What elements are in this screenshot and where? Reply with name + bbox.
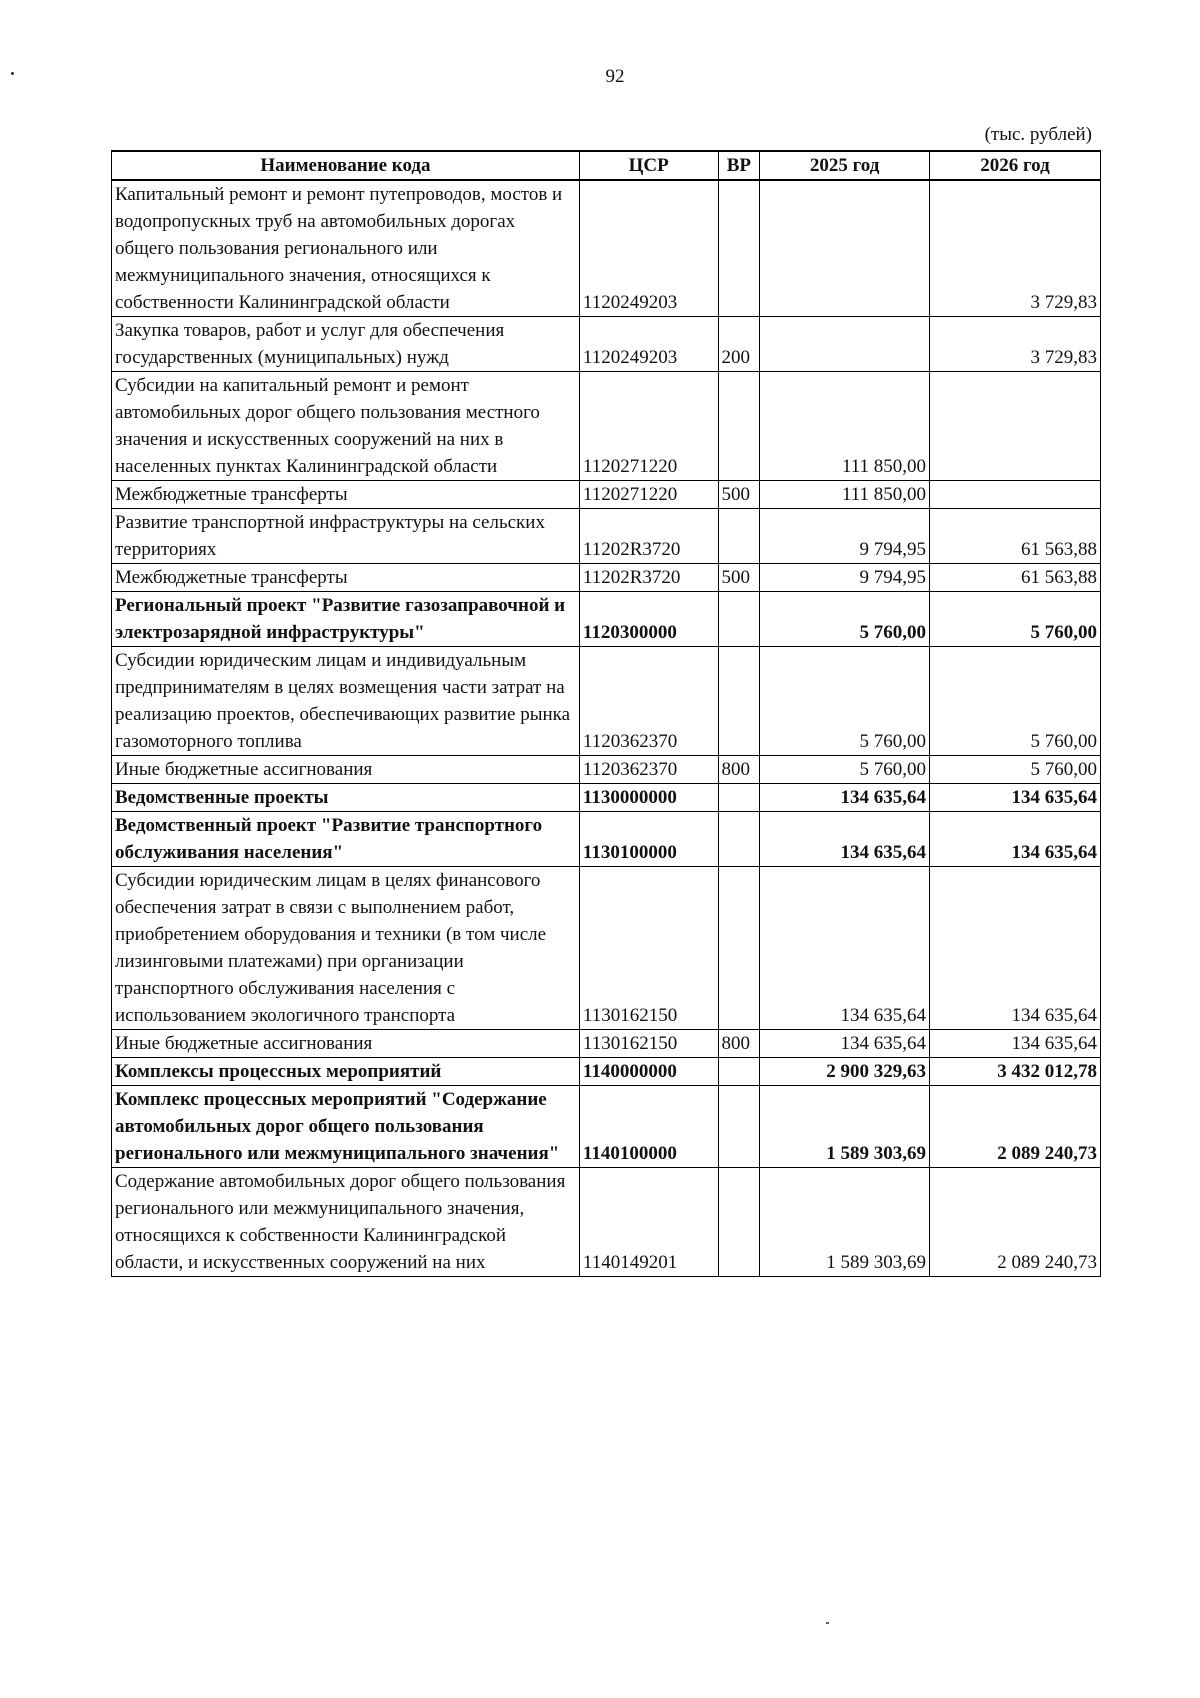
table-row — [112, 756, 1101, 784]
row-csr: 11202R3720 — [579, 509, 718, 564]
row-name: Субсидии юридическим лицам и индивидуальным предпринимателям в целях возмещения части затрат на реализацию проектов, обеспечивающих развитие рынка газомоторного топлива — [112, 647, 580, 756]
row-vr: 800 — [718, 756, 760, 784]
row-name: Региональный проект "Развитие газозаправочной и электрозарядной инфраструктуры" — [112, 592, 580, 647]
row-2026: 3 729,83 — [930, 317, 1101, 372]
table-row — [112, 481, 1101, 509]
row-vr — [718, 784, 760, 812]
row-csr: 1140000000 — [579, 1058, 718, 1086]
row-csr: 1120362370 — [579, 756, 718, 784]
scan-speck — [826, 1622, 829, 1624]
row-2025: 5 760,00 — [760, 592, 930, 647]
row-2025: 1 589 303,69 — [760, 1168, 930, 1277]
row-vr — [718, 1086, 760, 1168]
row-2026: 5 760,00 — [930, 592, 1101, 647]
row-2025: 5 760,00 — [760, 647, 930, 756]
row-csr: 1130162150 — [579, 867, 718, 1030]
table-row — [112, 1030, 1101, 1058]
row-csr: 1120249203 — [579, 317, 718, 372]
row-name: Субсидии юридическим лицам в целях финансового обеспечения затрат в связи с выполнением работ, приобретением оборудования и техники (в том числе лизинговыми платежами) при организации транспортного обслуживания населения с использованием экологичного транспорта — [112, 867, 580, 1030]
row-csr: 1140100000 — [579, 1086, 718, 1168]
row-csr: 1120271220 — [579, 372, 718, 481]
row-2026: 2 089 240,73 — [930, 1168, 1101, 1277]
row-2025: 134 635,64 — [760, 784, 930, 812]
row-vr: 200 — [718, 317, 760, 372]
row-2026: 5 760,00 — [930, 756, 1101, 784]
page-number: 92 — [605, 66, 625, 87]
row-name: Содержание автомобильных дорог общего пользования регионального или межмуниципального значения, относящихся к собственности Калининградской области, и искусственных сооружений на них — [112, 1168, 580, 1277]
table-row — [112, 564, 1101, 592]
row-name: Комплекс процессных мероприятий "Содержание автомобильных дорог общего пользования регионального или межмуниципального значения" — [112, 1086, 580, 1168]
header-csr: ЦСР — [579, 151, 718, 180]
row-name: Субсидии на капитальный ремонт и ремонт автомобильных дорог общего пользования местного значения и искусственных сооружений на них в населенных пунктах Калининградской области — [112, 372, 580, 481]
row-2025: 9 794,95 — [760, 564, 930, 592]
table-row — [112, 180, 1101, 317]
row-2025: 134 635,64 — [760, 1030, 930, 1058]
table-row — [112, 372, 1101, 481]
row-2026: 134 635,64 — [930, 1030, 1101, 1058]
header-name: Наименование кода — [112, 151, 580, 180]
header-2026: 2026 год — [930, 151, 1101, 180]
row-2026: 3 729,83 — [930, 180, 1101, 317]
row-2026: 5 760,00 — [930, 647, 1101, 756]
row-csr: 1120362370 — [579, 647, 718, 756]
row-vr: 800 — [718, 1030, 760, 1058]
units-label: (тыс. рублей) — [984, 124, 1092, 145]
row-csr: 1130000000 — [579, 784, 718, 812]
table-row — [112, 1168, 1101, 1277]
row-vr — [718, 1058, 760, 1086]
row-vr — [718, 180, 760, 317]
row-vr — [718, 812, 760, 867]
row-name: Комплексы процессных мероприятий — [112, 1058, 580, 1086]
row-2025: 1 589 303,69 — [760, 1086, 930, 1168]
row-name: Межбюджетные трансферты — [112, 564, 580, 592]
header-vr: ВР — [718, 151, 760, 180]
row-vr — [718, 509, 760, 564]
row-name: Ведомственный проект "Развитие транспортного обслуживания населения" — [112, 812, 580, 867]
row-csr: 11202R3720 — [579, 564, 718, 592]
row-name: Иные бюджетные ассигнования — [112, 756, 580, 784]
row-vr — [718, 647, 760, 756]
row-vr — [718, 372, 760, 481]
row-2025: 9 794,95 — [760, 509, 930, 564]
table-row — [112, 1058, 1101, 1086]
row-csr: 1120271220 — [579, 481, 718, 509]
row-vr: 500 — [718, 481, 760, 509]
table-row — [112, 317, 1101, 372]
row-2026: 134 635,64 — [930, 812, 1101, 867]
row-2026: 61 563,88 — [930, 564, 1101, 592]
row-name: Ведомственные проекты — [112, 784, 580, 812]
row-2026: 134 635,64 — [930, 784, 1101, 812]
row-2026: 2 089 240,73 — [930, 1086, 1101, 1168]
header-2025: 2025 год — [760, 151, 930, 180]
row-2025: 111 850,00 — [760, 481, 930, 509]
row-2025: 2 900 329,63 — [760, 1058, 930, 1086]
row-2026 — [930, 481, 1101, 509]
row-vr — [718, 867, 760, 1030]
row-csr: 1140149201 — [579, 1168, 718, 1277]
table-row — [112, 867, 1101, 1030]
row-name: Иные бюджетные ассигнования — [112, 1030, 580, 1058]
table-row — [112, 812, 1101, 867]
row-vr — [718, 592, 760, 647]
row-csr: 1130100000 — [579, 812, 718, 867]
row-csr: 1120249203 — [579, 180, 718, 317]
row-2025: 5 760,00 — [760, 756, 930, 784]
row-name: Закупка товаров, работ и услуг для обеспечения государственных (муниципальных) нужд — [112, 317, 580, 372]
row-2026 — [930, 372, 1101, 481]
row-vr — [718, 1168, 760, 1277]
row-2026: 3 432 012,78 — [930, 1058, 1101, 1086]
row-2026: 134 635,64 — [930, 867, 1101, 1030]
row-2025: 134 635,64 — [760, 812, 930, 867]
budget-table — [111, 150, 1101, 1277]
row-vr: 500 — [718, 564, 760, 592]
row-csr: 1130162150 — [579, 1030, 718, 1058]
row-2025: 111 850,00 — [760, 372, 930, 481]
row-csr: 1120300000 — [579, 592, 718, 647]
row-2025 — [760, 180, 930, 317]
row-2026: 61 563,88 — [930, 509, 1101, 564]
row-2025 — [760, 317, 930, 372]
table-header-row — [112, 151, 1101, 180]
table-row — [112, 1086, 1101, 1168]
row-name: Развитие транспортной инфраструктуры на сельских территориях — [112, 509, 580, 564]
table-row — [112, 784, 1101, 812]
row-name: Межбюджетные трансферты — [112, 481, 580, 509]
row-2025: 134 635,64 — [760, 867, 930, 1030]
row-name: Капитальный ремонт и ремонт путепроводов, мостов и водопропускных труб на автомобильных дорогах общего пользования регионального или межмуниципального значения, относящихся к собственности Калининградской области — [112, 180, 580, 317]
table-row — [112, 592, 1101, 647]
table-row — [112, 509, 1101, 564]
table-row — [112, 647, 1101, 756]
